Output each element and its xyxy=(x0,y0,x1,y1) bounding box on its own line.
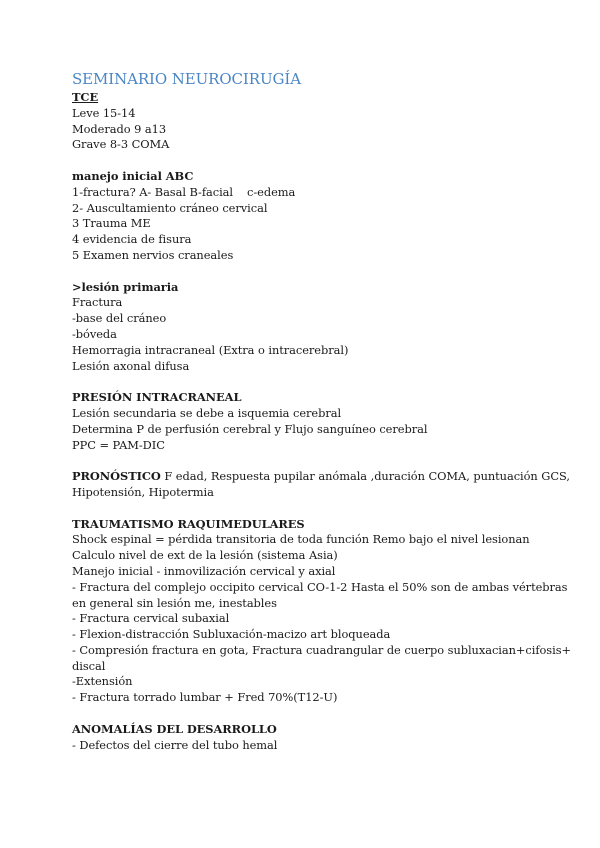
section-heading-presion: PRESIÓN INTRACRANEAL xyxy=(72,390,242,405)
text-line: Moderado 9 a13 xyxy=(72,121,167,136)
text-line: -base del cráneo xyxy=(72,311,167,326)
text-line: Lesión secundaria se debe a isquemia cerebral xyxy=(72,405,342,420)
text-line: -bóveda xyxy=(72,326,117,341)
text-line: 5 Examen nervios craneales xyxy=(72,247,234,262)
text-line: Hemorragia intracraneal (Extra o intracerebral) xyxy=(72,342,349,357)
section-heading-tce: TCE xyxy=(72,90,99,104)
text-line: Grave 8-3 COMA xyxy=(72,137,170,152)
text-fragment: c-edema xyxy=(247,184,296,199)
text-line xyxy=(72,469,570,485)
text-line: 3 Trauma ME xyxy=(72,216,151,231)
text-line: - Fractura torrado lumbar + Fred 70%(T12-U) xyxy=(72,690,338,705)
text-line: Lesión axonal difusa xyxy=(72,358,190,373)
text-line: 2- Auscultamiento cráneo cervical xyxy=(72,200,268,215)
text-line: 4 evidencia de fisura xyxy=(72,232,192,247)
text-line: PPC = PAM-DIC xyxy=(72,437,165,452)
section-heading-lesion: >lesión primaria xyxy=(72,279,179,294)
text-line: - Fractura cervical subaxial xyxy=(72,611,230,626)
text-line: Calculo nivel de ext de la lesión (sistema Asia) xyxy=(72,548,338,563)
pronostico-label: PRONÓSTICO xyxy=(72,469,161,484)
text-line: Manejo inicial - inmovilización cervical y axial xyxy=(72,563,336,578)
text-line: discal xyxy=(72,658,106,673)
document-title: SEMINARIO NEUROCIRUGÍA xyxy=(72,70,301,88)
text-fragment: 1-fractura? A- Basal B-facial xyxy=(72,184,234,199)
text-line: Shock espinal = pérdida transitoria de toda función Remo bajo el nivel lesionan xyxy=(72,532,530,547)
section-heading-trauma: TRAUMATISMO RAQUIMEDULARES xyxy=(72,516,305,531)
text-fragment: F edad, Respuesta pupilar anómala ,duración COMA, puntuación GCS, xyxy=(160,469,570,484)
section-heading-manejo: manejo inicial ABC xyxy=(72,168,194,183)
text-line: en general sin lesión me, inestables xyxy=(72,595,277,610)
text-line: Fractura xyxy=(72,295,123,310)
text-line: - Defectos del cierre del tubo hemal xyxy=(72,737,278,752)
text-line: - Compresión fractura en gota, Fractura cuadrangular de cuerpo subluxacian+cifosis+ xyxy=(72,642,571,657)
text-line: Determina P de perfusión cerebral y Flujo sanguíneo cerebral xyxy=(72,421,428,436)
text-line: - Flexion-distracción Subluxación-macizo art bloqueada xyxy=(72,627,391,642)
text-line: Hipotensión, Hipotermia xyxy=(72,484,214,499)
section-heading-anomalias: ANOMALÍAS DEL DESARROLLO xyxy=(72,721,277,736)
text-line: Leve 15-14 xyxy=(72,105,136,120)
text-line xyxy=(72,185,560,201)
text-line: -Extensión xyxy=(72,674,133,689)
text-line: - Fractura del complejo occipito cervical CO-1-2 Hasta el 50% son de ambas vértebras xyxy=(72,579,568,594)
